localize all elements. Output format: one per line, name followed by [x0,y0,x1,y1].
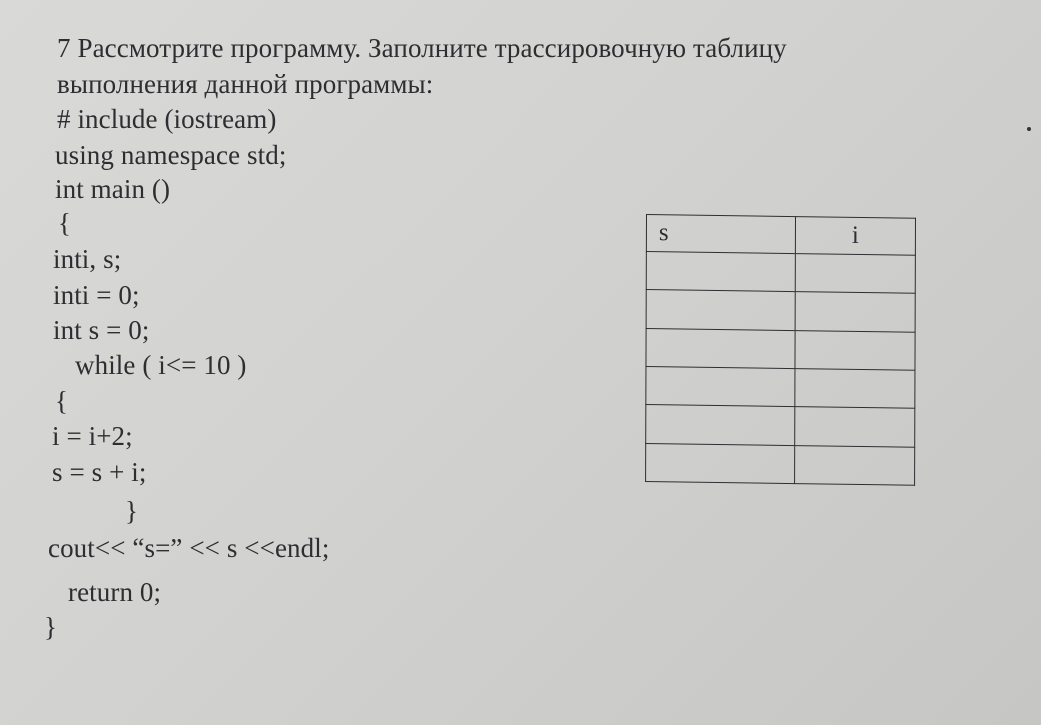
trace-table-row [646,290,915,332]
trace-table-header-row [646,215,915,256]
code-line-increment-i: i = i+2; [52,421,133,451]
trace-table-row [646,443,915,485]
trace-table-cell-s [646,328,795,368]
trace-table-cell-s [646,252,795,292]
trace-table-cell-s [646,366,795,406]
trace-table-row [646,252,915,294]
code-line-declare: inti, s; [53,244,122,274]
trace-table-header-s: s [646,215,795,254]
code-line-while: while ( i<= 10 ) [75,350,247,380]
ink-speck [1027,127,1031,131]
code-line-accumulate-s: s = s + i; [52,457,147,487]
code-line-close-brace: } [44,612,58,642]
trace-table-cell-s [646,405,795,445]
code-line-init-i: inti = 0; [53,280,140,310]
code-line-cout: cout<< “s=” << s <<endl; [48,533,330,563]
trace-table-cell-i [795,254,915,294]
code-line-init-s: int s = 0; [53,315,150,345]
trace-table-header-i: i [795,217,915,256]
task-statement-line-1: 7 Рассмотрите программу. Заполните трассировочную таблицу [57,33,787,63]
code-line-return: return 0; [68,577,162,607]
trace-table-row [646,405,915,447]
task-statement-line-2: выполнения данной программы: [57,69,434,99]
trace-table-cell-i [795,292,915,332]
code-line-using: using namespace std; [55,140,287,170]
trace-table-cell-i [795,445,915,485]
trace-table [645,214,916,486]
trace-table-row [646,328,915,370]
trace-table-cell-i [795,407,915,447]
trace-table-cell-s [646,443,795,483]
code-line-include: # include (iostream) [57,104,277,134]
code-line-loop-open-brace: { [55,386,69,416]
code-line-loop-close-brace: } [125,496,139,526]
trace-table-row [646,366,915,408]
trace-table-cell-s [646,290,795,330]
trace-table-cell-i [795,369,915,409]
code-line-open-brace: { [58,208,72,238]
trace-table-cell-i [795,330,915,370]
code-line-main: int main () [55,174,171,204]
